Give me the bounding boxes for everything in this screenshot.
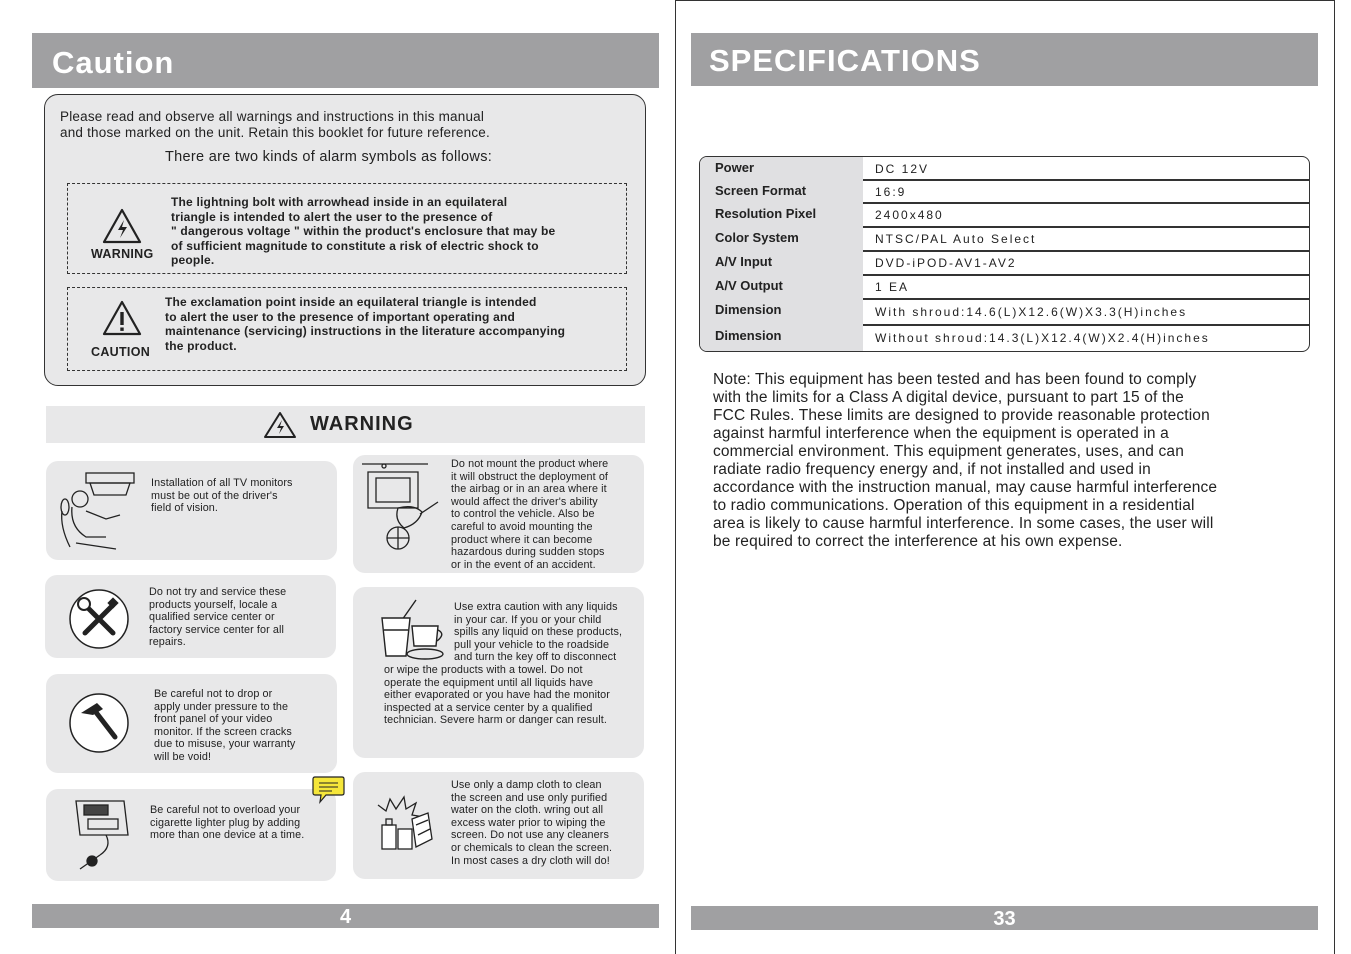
alarm-intro-text: There are two kinds of alarm symbols as follows: bbox=[165, 149, 493, 165]
text-line: apply under pressure to the bbox=[154, 700, 289, 713]
driver-monitor-icon bbox=[56, 467, 140, 553]
intro-line: Please read and observe all warnings and instructions in this manual bbox=[60, 109, 485, 124]
text-line: Be careful not to drop or bbox=[154, 688, 273, 700]
liquid-cup-icon bbox=[376, 598, 448, 664]
spec-label: Screen Format bbox=[700, 180, 863, 203]
text-line: The lightning bolt with arrowhead inside in an equilateral bbox=[171, 195, 508, 209]
lightning-triangle-icon bbox=[262, 411, 298, 439]
spec-label: Dimension bbox=[700, 299, 863, 325]
caution-symbol-label: CAUTION bbox=[91, 345, 151, 359]
spec-row bbox=[700, 275, 1309, 299]
text-line: hazardous during sudden stops bbox=[451, 546, 605, 559]
spec-value: 1 EA bbox=[875, 280, 910, 294]
spec-row bbox=[700, 180, 1309, 203]
card-text bbox=[149, 586, 286, 649]
page-title-caution: Caution bbox=[32, 33, 659, 88]
card-text bbox=[454, 601, 622, 664]
page-number-left: 4 bbox=[32, 904, 659, 928]
text-line: cigarette lighter plug by adding bbox=[150, 816, 301, 829]
text-line: the airbag or in an area where it bbox=[451, 483, 607, 496]
text-line: radiate radio frequency energy and, if not installed and used in bbox=[713, 461, 1151, 478]
text-line: repairs. bbox=[149, 636, 186, 649]
spec-label: Color System bbox=[700, 227, 863, 251]
spec-row bbox=[700, 203, 1309, 227]
page-title-specifications: SPECIFICATIONS bbox=[691, 33, 1318, 86]
hammer-icon bbox=[67, 691, 131, 755]
spec-row bbox=[700, 227, 1309, 251]
spec-value: 2400x480 bbox=[875, 208, 944, 222]
lightning-triangle-icon bbox=[101, 207, 143, 245]
spec-value: 16:9 bbox=[875, 185, 907, 199]
card-text bbox=[451, 779, 612, 867]
text-line: must be out of the driver's bbox=[151, 489, 278, 502]
text-line: pull your vehicle to the roadside bbox=[454, 638, 610, 651]
warning-symbol-text bbox=[171, 195, 555, 268]
caution-symbol-text bbox=[165, 295, 565, 353]
card-text bbox=[151, 477, 293, 515]
text-line: front panel of your video bbox=[154, 713, 273, 726]
page-border-right bbox=[1334, 0, 1335, 954]
text-line: more than one device at a time. bbox=[150, 829, 305, 842]
text-line: commercial environment. This equipment generates, uses, and can bbox=[713, 443, 1184, 460]
text-line: monitor. If the screen cracks bbox=[154, 725, 292, 738]
text-line: or wipe the products with a towel. Do not bbox=[384, 664, 583, 676]
text-line: either evaporated or you have had the monitor bbox=[384, 689, 610, 702]
cleaning-bottles-icon bbox=[368, 795, 438, 857]
cigarette-lighter-icon bbox=[66, 795, 136, 877]
text-line: Be careful not to overload your bbox=[150, 804, 301, 816]
text-line: operate the equipment until all liquids have bbox=[384, 676, 594, 689]
text-line: qualified service center or bbox=[149, 611, 275, 624]
text-line: product where it can become bbox=[451, 533, 593, 546]
text-line: " dangerous voltage " within the product's enclosure that may be bbox=[171, 224, 556, 238]
text-line: the screen and use only purified bbox=[451, 791, 608, 804]
spec-row bbox=[700, 251, 1309, 275]
spec-row bbox=[700, 325, 1309, 352]
text-line: people. bbox=[171, 253, 215, 267]
text-line: screen. Do not use any cleaners bbox=[451, 829, 609, 842]
text-line: against harmful interference when the equipment is operated in a bbox=[713, 425, 1169, 442]
speech-bubble-icon bbox=[312, 775, 345, 804]
intro-text bbox=[60, 109, 490, 141]
text-line: The exclamation point inside an equilateral triangle is intended bbox=[165, 295, 537, 309]
specifications-table bbox=[699, 156, 1310, 352]
text-line: due to misuse, your warranty bbox=[154, 738, 296, 751]
intro-line: and those marked on the unit. Retain this booklet for future reference. bbox=[60, 125, 490, 140]
spec-label: Resolution Pixel bbox=[700, 203, 863, 227]
text-line: excess water prior to wiping the bbox=[451, 816, 606, 829]
warning-symbol-label: WARNING bbox=[91, 247, 154, 261]
spec-value: Without shroud:14.3(L)X12.4(W)X2.4(H)inches bbox=[875, 331, 1210, 345]
text-line: In most cases a dry cloth will do! bbox=[451, 854, 610, 867]
spec-row bbox=[700, 299, 1309, 325]
page-divider bbox=[675, 0, 676, 954]
text-line: of sufficient magnitude to constitute a risk of electric shock to bbox=[171, 238, 539, 253]
text-line: with the limits for a Class A digital device, pursuant to part 15 of the bbox=[713, 389, 1184, 406]
page-number-right: 33 bbox=[691, 906, 1318, 930]
text-line: or in the event of an accident. bbox=[451, 558, 596, 571]
card-text bbox=[154, 688, 295, 764]
exclamation-triangle-icon bbox=[101, 299, 143, 337]
text-line: water on the cloth. wring out all bbox=[451, 804, 604, 817]
text-line: spills any liquid on these products, bbox=[454, 626, 623, 639]
text-line: inspected at a service center by a qualified bbox=[384, 701, 593, 714]
text-line: FCC Rules. These limits are designed to provide reasonable protection bbox=[713, 407, 1210, 424]
text-line: products yourself, locale a bbox=[149, 598, 278, 611]
spec-value: DC 12V bbox=[875, 162, 930, 176]
text-line: area is likely to cause harmful interference. In some cases, the user will bbox=[713, 515, 1214, 532]
card-text bbox=[451, 458, 608, 571]
spec-value: DVD-iPOD-AV1-AV2 bbox=[875, 256, 1017, 270]
text-line: or chemicals to clean the screen. bbox=[451, 841, 613, 854]
spec-label: A/V Input bbox=[700, 251, 863, 275]
text-line: the product. bbox=[165, 338, 237, 353]
text-line: Use only a damp cloth to clean bbox=[451, 779, 602, 791]
tools-icon bbox=[67, 587, 131, 651]
text-line: accordance with the instruction manual, may cause harmful interference bbox=[713, 479, 1218, 496]
text-line: be required to correct the interference at his own expense. bbox=[713, 533, 1123, 550]
spec-label: Power bbox=[700, 157, 863, 180]
card-text bbox=[384, 664, 610, 727]
text-line: it will obstruct the deployment of bbox=[451, 470, 609, 483]
card-text bbox=[150, 804, 304, 842]
text-line: Installation of all TV monitors bbox=[151, 477, 293, 489]
text-line: will be void! bbox=[154, 750, 212, 763]
text-line: would affect the driver's ability bbox=[451, 495, 598, 508]
text-line: Do not mount the product where bbox=[451, 458, 609, 470]
airbag-icon bbox=[358, 458, 444, 550]
text-line: technician. Severe harm or danger can result. bbox=[384, 714, 607, 727]
spec-row bbox=[700, 157, 1309, 180]
text-line: Do not try and service these bbox=[149, 586, 287, 598]
text-line: Use extra caution with any liquids bbox=[454, 601, 618, 613]
text-line: factory service center for all bbox=[149, 623, 285, 636]
text-line: careful to avoid mounting the bbox=[451, 520, 593, 533]
text-line: and turn the key off to disconnect bbox=[454, 651, 617, 664]
spec-value: With shroud:14.6(L)X12.6(W)X3.3(H)inches bbox=[875, 305, 1188, 319]
text-line: to alert the user to the presence of important operating and bbox=[165, 309, 516, 324]
spec-value: NTSC/PAL Auto Select bbox=[875, 232, 1037, 246]
text-line: in your car. If you or your child bbox=[454, 613, 602, 626]
spec-label: A/V Output bbox=[700, 275, 863, 299]
warning-heading: WARNING bbox=[310, 413, 414, 435]
text-line: to control the vehicle. Also be bbox=[451, 508, 595, 521]
text-line: maintenance (servicing) instructions in the literature accompanying bbox=[165, 324, 566, 338]
fcc-note bbox=[713, 371, 1293, 551]
caution-panel bbox=[44, 94, 646, 386]
text-line: to radio communications. Operation of this equipment in a residential bbox=[713, 497, 1195, 514]
text-line: Note: This equipment has been tested and has been found to comply bbox=[713, 371, 1197, 388]
spec-label: Dimension bbox=[700, 325, 863, 352]
text-line: triangle is intended to alert the user to the presence of bbox=[171, 209, 493, 224]
text-line: field of vision. bbox=[151, 502, 219, 515]
page-border-top bbox=[675, 0, 1335, 1]
